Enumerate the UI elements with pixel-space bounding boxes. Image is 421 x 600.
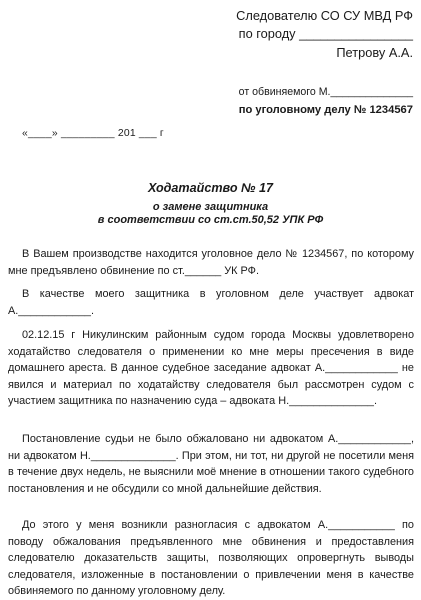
paragraph-text: Постановление судьи не было обжаловано ни адвокатом А.____________, ни адвокатом Н.______________. При этом, ни тот, ни другой не посетили меня в течение двух недель, не выяснили моё мнение в отношении такого судебного постановления и не обсудили со мной дальнейшие действия. <box>8 433 414 495</box>
header-city: по городу ________________ <box>238 26 413 41</box>
header-addressee: Следователю СО СУ МВД РФ <box>236 8 413 23</box>
paragraph-text: 02.12.15 г Никулинским районным судом города Москвы удовлетворено ходатайство следователя о применении ко мне меры пресечения в виде домашнего ареста. В данное судебное заседание адвокат А.____________ не явился и материал по ходатайству следователя был рассмотрен судом с участием защитника по назначению суда – адвоката Н.______________. <box>8 329 414 407</box>
paragraph-text: В Вашем производстве находится уголовное дело № 1234567, по которому мне предъявлено обвинение по ст.______ УК РФ. <box>8 248 414 277</box>
paragraph-text: До этого у меня возникли разногласия с адвокатом А.___________ по поводу обжалования предъявленного мне обвинения и предоставления следователю доказательств защиты, позволяющих опровергнуть выводы следователя, изложенные в постановлении о привлечении меня в качестве обвиняемого по данному уголовному делу. <box>8 519 414 597</box>
header-from-accused: от обвиняемого М.______________ <box>238 86 413 98</box>
paragraph-2 <box>8 286 414 319</box>
header-case-number: по уголовному делу № 1234567 <box>238 104 413 116</box>
document-title: Ходатайство № 17 <box>148 181 273 195</box>
paragraph-3 <box>8 327 414 410</box>
document-subtitle-article: в соответствии со ст.ст.50,52 УПК РФ <box>97 214 324 226</box>
paragraph-4 <box>8 431 414 497</box>
paragraph-1 <box>8 246 414 279</box>
header-investigator-name: Петрову А.А. <box>336 45 413 60</box>
paragraph-text: В качестве моего защитника в уголовном деле участвует адвокат А.____________. <box>8 288 414 317</box>
paragraph-5 <box>8 517 414 600</box>
date-line: «____» _________ 201 ___ г <box>22 128 164 139</box>
document-subtitle: о замене защитника <box>152 201 269 213</box>
